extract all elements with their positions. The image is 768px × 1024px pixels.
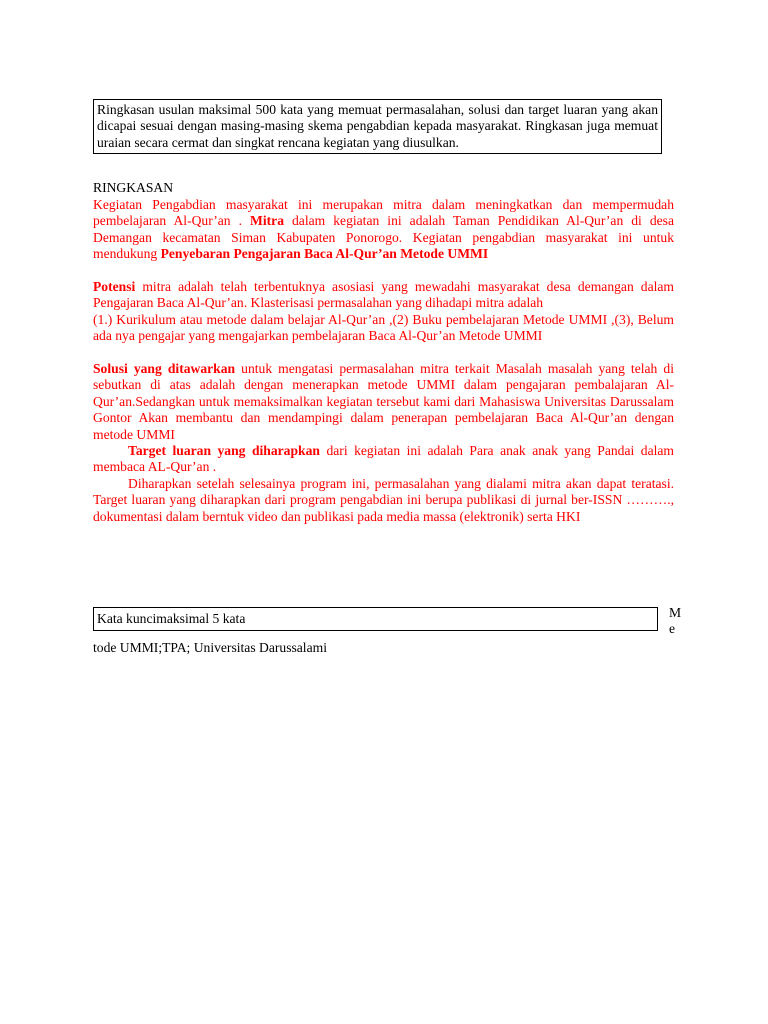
summary-paragraph-2 xyxy=(93,279,674,312)
p1-text-c: dalam kegiatan ini adalah Taman Pendidikan Al-Qur’an di desa Demangan kecamatan Siman Kabupaten Ponorogo. Kegiatan pengabdian masyarakat ini untuk mendukung xyxy=(93,213,674,262)
instruction-box xyxy=(93,99,662,154)
p1-bold-penyebaran: Penyebaran Pengajaran Baca Al-Qur’an Metode UMMI xyxy=(160,246,489,262)
p3-bold-solusi: Solusi yang ditawarkan xyxy=(93,361,236,377)
p4-text-b: dari kegiatan ini adalah Para anak anak yang Pandai dalam membaca AL-Qur’an . xyxy=(93,443,674,475)
summary-paragraph-5: Diharapkan setelah selesainya program ini, permasalahan yang dialami mitra akan dapat teratasi. Target luaran yang diharapkan dari program pengabdian ini berupa publikasi di jurnal ber-ISSN ………., dokumentasi dalam berntuk video dan publikasi pada media massa (elektronik) serta HKI xyxy=(93,475,674,524)
summary-paragraph-3 xyxy=(93,361,674,443)
paragraph-gap xyxy=(93,263,674,279)
keywords-side-fragment: Me xyxy=(669,605,682,637)
paragraph-gap xyxy=(93,345,674,361)
instruction-text: Ringkasan usulan maksimal 500 kata yang memuat permasalahan, solusi dan target luaran yang akan dicapai sesuai dengan masing-masing skema pengabdian kepada masyarakat. Ringkasan juga memuat uraian secara cermat dan singkat rencana kegiatan yang diusulkan. xyxy=(97,102,658,150)
summary-paragraph-1 xyxy=(93,197,674,263)
p1-text-a: Kegiatan Pengabdian masyarakat ini merupakan mitra dalam meningkatkan dan mempermudah pembelajaran Al-Qur’an . xyxy=(93,197,674,229)
summary-heading: RINGKASAN xyxy=(93,180,174,195)
keywords-line: tode UMMI;TPA; Universitas Darussalami xyxy=(93,640,327,655)
p3-text-b: untuk mengatasi permasalahan mitra terkait Masalah masalah yang telah di sebutkan di atas adalah dengan menerapkan metode UMMI dalam pengajaran pembalajaran Al-Qur’an.Sedangkan untuk memaksimalkan kegiatan tersebut kami dari Mahasiswa Universitas Darussalam Gontor Akan membantu dan mendampingi dalam penerapan pembelajaran Baca Al-Qur’an dengan metode UMMI xyxy=(93,361,674,442)
p1-bold-mitra: Mitra xyxy=(250,213,284,229)
summary-paragraph-2-list: (1.) Kurikulum atau metode dalam belajar Al-Qur’an ,(2) Buku pembelajaran Metode UMMI ,(3), Belum ada nya pengajar yang mengajarkan pembelajaran Baca Al-Qur’an Metode UMMI xyxy=(93,311,674,344)
p4-bold-target: Target luaran yang diharapkan xyxy=(128,443,320,459)
p2-text-b: mitra adalah telah terbentuknya asosiasi yang mewadahi masyarakat desa demangan dalam Pengajaran Baca Al-Qur’an. Klasterisasi permasalahan yang dihadapi mitra adalah xyxy=(93,279,674,311)
p2-bold-potensi: Potensi xyxy=(93,279,136,295)
keywords-box xyxy=(93,607,658,631)
keywords-label: Kata kuncimaksimal 5 kata xyxy=(97,611,246,626)
summary-body xyxy=(93,197,674,525)
summary-paragraph-4 xyxy=(93,443,674,476)
